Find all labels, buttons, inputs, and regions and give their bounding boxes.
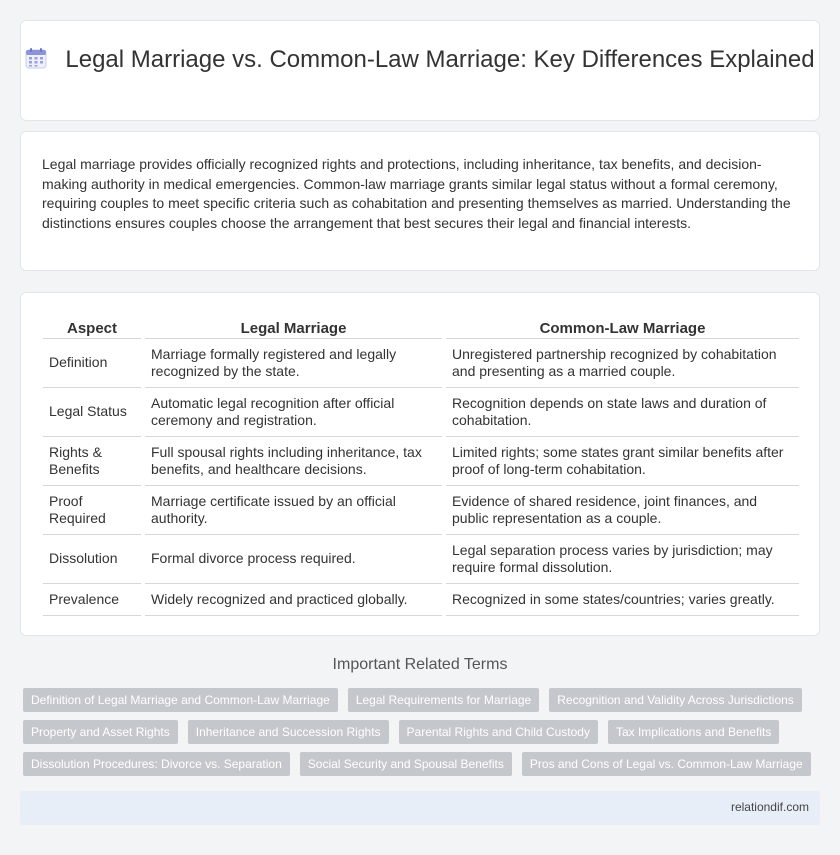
row-legal: Full spousal rights including inheritance, tax benefits, and healthcare decisions. — [145, 437, 442, 486]
table-header-row — [43, 316, 799, 339]
row-legal: Formal divorce process required. — [145, 535, 442, 584]
table-row — [43, 339, 799, 388]
header-aspect: Aspect — [43, 316, 141, 339]
page-title-text: Legal Marriage vs. Common-Law Marriage: Key Differences Explained — [65, 46, 815, 73]
related-tag[interactable]: Pros and Cons of Legal vs. Common-Law Marriage — [522, 752, 811, 776]
row-common-law: Limited rights; some states grant similar benefits after proof of long-term cohabitation. — [446, 437, 799, 486]
row-legal: Widely recognized and practiced globally. — [145, 584, 442, 616]
comparison-table — [39, 316, 803, 616]
related-tag[interactable]: Inheritance and Succession Rights — [188, 720, 389, 744]
page-title — [21, 45, 819, 74]
row-legal: Marriage certificate issued by an official authority. — [145, 486, 442, 535]
related-tag[interactable]: Social Security and Spousal Benefits — [300, 752, 512, 776]
related-tag[interactable]: Tax Implications and Benefits — [608, 720, 779, 744]
row-aspect: Definition — [43, 339, 141, 388]
table-row — [43, 584, 799, 616]
row-common-law: Recognized in some states/countries; varies greatly. — [446, 584, 799, 616]
related-tag[interactable]: Dissolution Procedures: Divorce vs. Separation — [23, 752, 290, 776]
title-card — [20, 20, 820, 121]
footer-site[interactable]: relationdif.com — [730, 800, 809, 814]
header-common-law-marriage: Common-Law Marriage — [446, 316, 799, 339]
calendar-icon — [25, 47, 47, 69]
table-row — [43, 535, 799, 584]
row-aspect: Dissolution — [43, 535, 141, 584]
row-legal: Automatic legal recognition after official ceremony and registration. — [145, 388, 442, 437]
intro-paragraph: Legal marriage provides officially recognized rights and protections, including inheritance, tax benefits, and decision-making authority in medical emergencies. Common-law marriage grants similar legal status without a formal ceremony, requiring couples to meet specific criteria such as cohabitation and presenting themselves as married. Understanding the distinctions ensures couples choose the arrangement that best secures their legal and financial interests. — [42, 156, 791, 231]
row-aspect: Rights & Benefits — [43, 437, 141, 486]
row-common-law: Recognition depends on state laws and duration of cohabitation. — [446, 388, 799, 437]
related-terms-title: Important Related Terms — [332, 656, 508, 673]
related-tag[interactable]: Recognition and Validity Across Jurisdictions — [549, 688, 802, 712]
row-aspect: Proof Required — [43, 486, 141, 535]
intro-card — [20, 131, 820, 271]
related-terms-tags — [20, 688, 820, 784]
row-common-law: Unregistered partnership recognized by cohabitation and presenting as a married couple. — [446, 339, 799, 388]
table-row — [43, 437, 799, 486]
row-legal: Marriage formally registered and legally recognized by the state. — [145, 339, 442, 388]
related-tag[interactable]: Legal Requirements for Marriage — [348, 688, 539, 712]
related-tag[interactable]: Parental Rights and Child Custody — [399, 720, 598, 744]
table-row — [43, 388, 799, 437]
comparison-card — [20, 292, 820, 636]
related-tag[interactable]: Property and Asset Rights — [23, 720, 178, 744]
row-aspect: Prevalence — [43, 584, 141, 616]
related-tag[interactable]: Definition of Legal Marriage and Common-Law Marriage — [23, 688, 338, 712]
header-legal-marriage: Legal Marriage — [145, 316, 442, 339]
table-row — [43, 486, 799, 535]
row-aspect: Legal Status — [43, 388, 141, 437]
row-common-law: Evidence of shared residence, joint finances, and public representation as a couple. — [446, 486, 799, 535]
footer — [20, 791, 820, 825]
row-common-law: Legal separation process varies by jurisdiction; may require formal dissolution. — [446, 535, 799, 584]
